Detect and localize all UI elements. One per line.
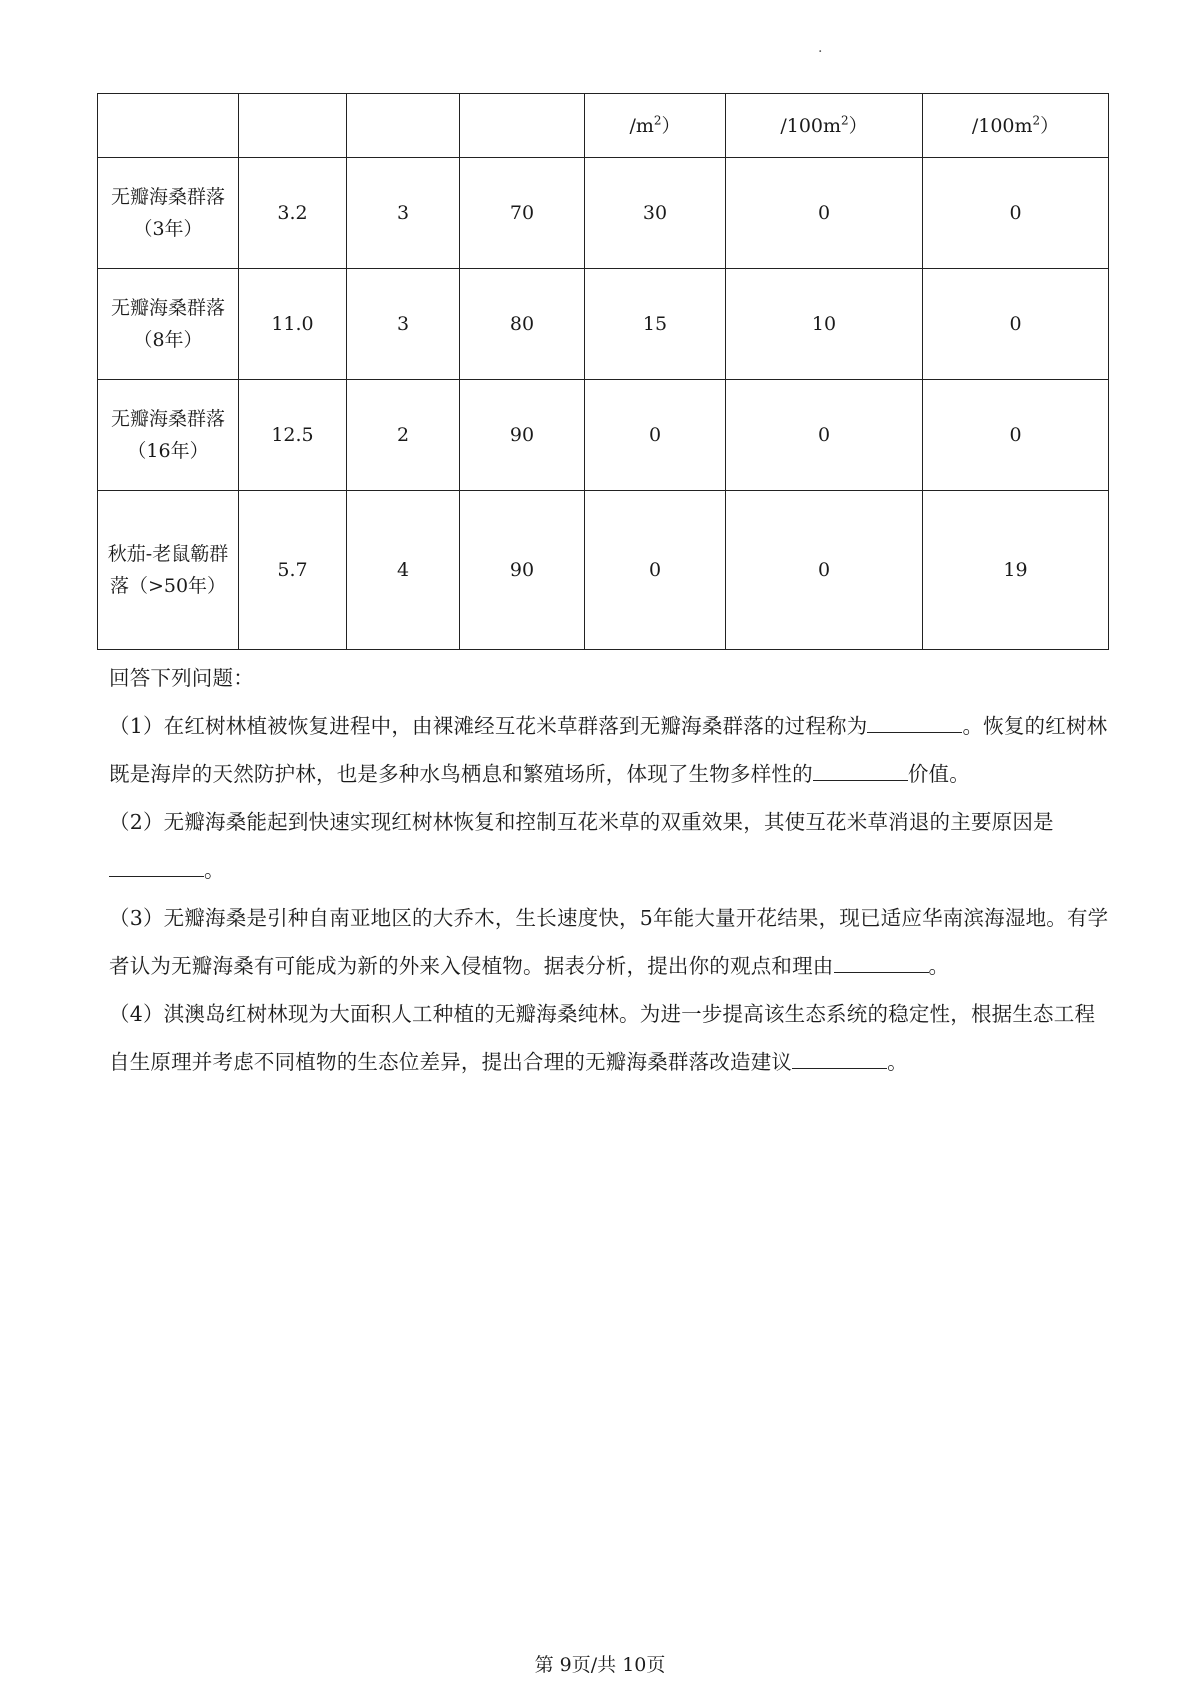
data-table	[97, 93, 1109, 650]
answer-blank[interactable]	[834, 948, 929, 973]
question-1	[109, 702, 1109, 798]
answer-blank[interactable]	[813, 756, 908, 781]
table-cell: 0	[585, 491, 726, 650]
table-cell: 10	[726, 269, 923, 380]
table-cell: 0	[726, 158, 923, 269]
table-cell: 0	[726, 380, 923, 491]
row-label: 秋茄-老鼠簕群落（>50年）	[98, 491, 239, 650]
table-cell: 12.5	[239, 380, 347, 491]
table-cell: 70	[460, 158, 585, 269]
table-row	[98, 380, 1109, 491]
question-1-text-b: 。恢复的红树林既是海岸的天然防护林，也是多种水鸟栖息和繁殖场所，体现了生物多样性的	[109, 714, 1108, 786]
question-3-text-b: 。	[928, 954, 950, 978]
header-cell-4	[460, 94, 585, 158]
row-label: 无瓣海桑群落（8年）	[98, 269, 239, 380]
question-4	[109, 990, 1109, 1086]
table-cell: 80	[460, 269, 585, 380]
table-cell: 90	[460, 491, 585, 650]
table-cell: 19	[923, 491, 1109, 650]
header-cell-5: $/m^2$）	[585, 94, 726, 158]
page-footer: 第 9页/共 10页	[534, 1654, 666, 1676]
row-label: 无瓣海桑群落（16年）	[98, 380, 239, 491]
table-cell: 5.7	[239, 491, 347, 650]
top-mark: .	[818, 40, 823, 56]
row-label: 无瓣海桑群落（3年）	[98, 158, 239, 269]
question-4-text-b: 。	[887, 1050, 908, 1074]
table-cell: 3	[347, 158, 460, 269]
table-cell: 0	[726, 491, 923, 650]
table-cell: 0	[923, 158, 1109, 269]
question-1-text-c: 价值。	[907, 762, 970, 786]
table-cell: 0	[585, 380, 726, 491]
questions-intro: 回答下列问题：	[109, 666, 254, 690]
table-row	[98, 491, 1109, 650]
question-1-text-a: （1）在红树林植被恢复进程中，由裸滩经互花米草群落到无瓣海桑群落的过程称为	[109, 714, 868, 738]
header-cell-3	[347, 94, 460, 158]
question-2	[109, 798, 1109, 894]
question-2-text-a: （2）无瓣海桑能起到快速实现红树林恢复和控制互花米草的双重效果，其使互花米草消退的主要原因是	[109, 810, 1054, 834]
table-cell: 11.0	[239, 269, 347, 380]
table-cell: 3.2	[239, 158, 347, 269]
table-cell: 4	[347, 491, 460, 650]
header-cell-6: $/100m^2$）	[726, 94, 923, 158]
header-cell-2	[239, 94, 347, 158]
question-2-text-b: 。	[204, 858, 225, 882]
table-cell: 30	[585, 158, 726, 269]
header-cell-7: $/100m^2$）	[923, 94, 1109, 158]
answer-blank[interactable]	[867, 708, 962, 733]
table-row	[98, 269, 1109, 380]
table-cell: 90	[460, 380, 585, 491]
table-cell: 15	[585, 269, 726, 380]
table-cell: 2	[347, 380, 460, 491]
answer-blank[interactable]	[792, 1044, 887, 1069]
questions-section	[109, 654, 1109, 1086]
answer-blank[interactable]	[109, 852, 204, 877]
table-cell: 0	[923, 269, 1109, 380]
table-row	[98, 158, 1109, 269]
table-header-row	[98, 94, 1109, 158]
table-cell: 0	[923, 380, 1109, 491]
table-cell: 3	[347, 269, 460, 380]
question-3	[109, 894, 1109, 990]
question-4-text-a: （4）淇澳岛红树林现为大面积人工种植的无瓣海桑纯林。为进一步提高该生态系统的稳定性，根据生态工程自生原理并考虑不同植物的生态位差异，提出合理的无瓣海桑群落改造建议	[109, 1002, 1096, 1074]
question-3-text-a: （3）无瓣海桑是引种自南亚地区的大乔木，生长速度快，5年能大量开花结果，现已适应华南滨海湿地。有学者认为无瓣海桑有可能成为新的外来入侵植物。据表分析，提出你的观点和理由	[109, 906, 1109, 978]
header-cell-1	[98, 94, 239, 158]
